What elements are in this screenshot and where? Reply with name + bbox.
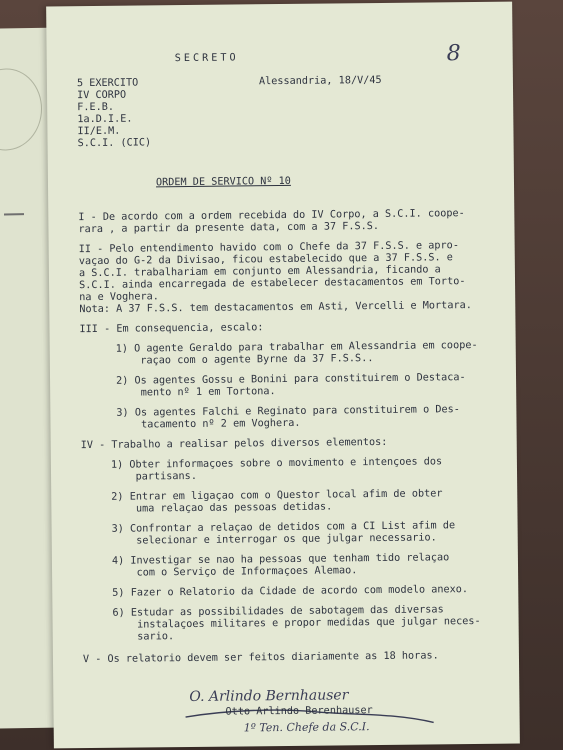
list-item: 1) O agente Geraldo para trabalhar em Alessandria em coope- — [115, 339, 478, 355]
signer-role-handwritten: 1º Ten. Chefe da S.C.I. — [243, 720, 370, 735]
list-item: instalaçoes militares e propor medidas que julgar neces- — [112, 615, 481, 631]
classification-label: SECRETO — [174, 52, 239, 65]
list-item: 1) Obter informaçoes sobre o movimento e intençoes dos — [110, 456, 443, 471]
unit-line: 1a.D.I.E. — [77, 113, 133, 126]
list-item: 4) Investigar se nao ha pessoas que tenham tido relaçao — [111, 552, 450, 567]
paragraph-line: I - De acordo com a ordem recebida do IV Corpo, a S.C.I. coope- — [78, 208, 465, 224]
list-item: com o Serviço de Informaçoes Alemao. — [112, 565, 358, 579]
note-line: Nota: A 37 F.S.S. tem destacamentos em Asti, Vercelli e Mortara. — [79, 300, 472, 316]
list-item: 2) Entrar em ligaçao com o Questor local afim de obter — [111, 488, 443, 503]
handwritten-signature: O. Arlindo Bernhauser — [189, 687, 349, 705]
stamp-mark — [0, 68, 42, 151]
paragraph-line: rara , a partir da presente data, com a 37 F.S.S. — [78, 220, 380, 236]
list-item: raçao com o agente Byrne da 37 F.S.S.. — [115, 353, 374, 367]
paragraph-line: a S.C.I. trabalhariam em conjunto em Alessandria, ficando a — [78, 264, 441, 280]
location-date: Alessandria, 18/V/45 — [258, 74, 382, 88]
list-item: 5) Fazer o Relatorio da Cidade de acordo com modelo anexo. — [112, 584, 469, 599]
paragraph-line: na e Voghera. — [79, 291, 159, 304]
unit-line: 5 EXERCITO — [76, 77, 139, 90]
list-item: 3) Confrontar a relaçao de detidos com a CI List afim de — [111, 520, 456, 535]
document-title: ORDEM DE SERVICO Nº 10 — [155, 175, 291, 189]
list-item: 2) Os agentes Gossu e Bonini para constituirem o Destaca- — [115, 372, 466, 387]
unit-line: S.C.I. (CIC) — [77, 137, 152, 150]
list-item: tacamento nº 2 em Voghera. — [116, 417, 301, 431]
paragraph-line: vaçao do G-2 da Divisao, ficou estabelecido que a 37 F.S.S. e — [78, 252, 453, 268]
list-item: 3) Os agentes Falchi e Reginato para constituirem o Des- — [116, 404, 460, 419]
list-item: uma relaçao das pessoas detidas. — [111, 501, 333, 515]
document-page — [46, 2, 520, 749]
list-item: sario. — [112, 631, 175, 643]
hyphen-mark — [4, 213, 24, 215]
page-number-handwritten: 8 — [446, 41, 461, 67]
list-item: selecionar e interrogar os que julgar necessario. — [111, 532, 437, 547]
unit-line: II/E.M. — [77, 125, 121, 138]
unit-line: IV CORPO — [77, 89, 127, 102]
signer-name: Otto Arlindo Berenhauser — [225, 705, 373, 718]
list-item: mento nº 1 em Tortona. — [116, 386, 276, 399]
list-item: 6) Estudar as possibilidades de sabotagem das diversas — [112, 604, 444, 619]
paragraph-line: V - Os relatorio devem ser feitos diariamente as 18 horas. — [82, 650, 439, 666]
paragraph-line: II - Pelo entendimento havido com o Chefe da 37 F.S.S. e apro- — [78, 240, 459, 256]
paragraph-line: S.C.I. ainda encarregada de estabelecer destacamentos em Torto- — [78, 276, 466, 292]
list-item: partisans. — [111, 470, 197, 483]
section-heading: IV - Trabalho a realisar pelos diversos elementos: — [80, 436, 388, 452]
section-heading: III - Em consequencia, escalo: — [79, 322, 264, 336]
unit-line: F.E.B. — [77, 101, 115, 114]
